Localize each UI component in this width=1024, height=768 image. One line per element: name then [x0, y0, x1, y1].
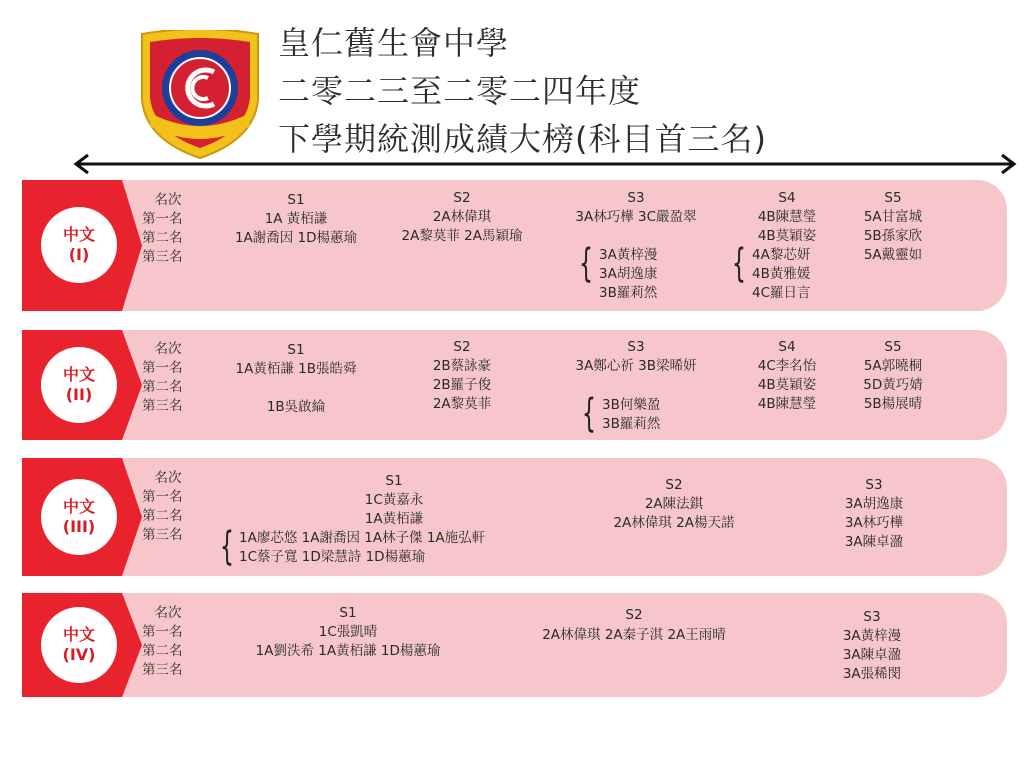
s2-label: S2	[453, 339, 471, 355]
s3-first: 3A黃梓漫	[842, 628, 902, 644]
s5-second: 5B孫家欣	[863, 228, 923, 244]
s5-second: 5D黃巧婧	[863, 377, 923, 393]
subject-badge: 中文 (IV)	[41, 607, 117, 683]
s2-first: 2A林偉琪	[432, 209, 492, 225]
s5-first: 5A郭曉桐	[863, 358, 923, 374]
s1-third: 1B吳啟綸	[266, 399, 326, 415]
s1-second: 1A謝喬因 1D楊蕙瑜	[234, 230, 358, 246]
subject-band-chinese-3	[22, 458, 1007, 576]
rank-heading: 名次	[154, 605, 182, 621]
brace-icon: {	[579, 242, 593, 288]
brace-icon: {	[582, 392, 596, 438]
subject-band-chinese-2	[22, 330, 1007, 440]
s1-first: 1A 黃栢謙	[264, 211, 328, 227]
s5-label: S5	[884, 190, 902, 206]
s4-second: 4B莫穎姿	[757, 377, 817, 393]
rank-third: 第三名	[142, 249, 183, 265]
school-name: 皇仁舊生會中學	[278, 24, 510, 62]
s1-first: 1C張凱晴	[318, 624, 378, 640]
s3-label: S3	[865, 477, 883, 493]
s3-first: 3A林巧樺 3C嚴盈翠	[575, 209, 697, 225]
s2-second: 2A黎莫菲 2A馬穎瑜	[401, 228, 523, 244]
academic-year: 二零二三至二零二四年度	[278, 72, 642, 110]
s4-label: S4	[778, 339, 796, 355]
rank-second: 第二名	[142, 508, 183, 524]
s4-first: 4C李名怡	[757, 358, 817, 374]
s3-third-2: 3B羅莉然	[602, 416, 661, 432]
s4-first: 4B陳慧瑩	[757, 209, 817, 225]
rank-third: 第三名	[142, 527, 183, 543]
s1-second: 1A黃栢謙	[364, 511, 424, 527]
rank-third: 第三名	[142, 662, 183, 678]
rank-heading: 名次	[154, 470, 182, 486]
s3-third-2: 3A胡逸康	[599, 266, 658, 282]
s3-third: 3A陳卓溋	[844, 534, 904, 550]
school-crest-logo	[138, 30, 262, 160]
s2-label: S2	[665, 477, 683, 493]
brace-icon: {	[732, 242, 746, 288]
rank-first: 第一名	[142, 624, 183, 640]
s5-label: S5	[884, 339, 902, 355]
s3-third: 3A張稀閔	[842, 666, 902, 682]
s4-third-3: 4C羅日言	[752, 285, 811, 301]
s4-third-1: 4A黎芯妍	[752, 247, 811, 263]
brace-icon: {	[220, 525, 234, 571]
s2-first: 2A陳法錤	[644, 496, 704, 512]
s2-first: 2B蔡詠豪	[432, 358, 492, 374]
s3-third-1: 3A黃梓漫	[599, 247, 658, 263]
s5-third: 5A戴靈如	[863, 247, 923, 263]
s3-second: 3A林巧樺	[844, 515, 904, 531]
s1-first: 1C黃嘉永	[364, 492, 424, 508]
s2-label: S2	[625, 607, 643, 623]
s3-third-3: 3B羅莉然	[599, 285, 658, 301]
s2-second: 2A林偉琪 2A楊天諾	[613, 515, 735, 531]
s3-second: 3A陳卓溋	[842, 647, 902, 663]
s3-label: S3	[627, 190, 645, 206]
s2-first: 2A林偉琪 2A秦子淇 2A王雨晴	[542, 627, 726, 643]
rank-second: 第二名	[142, 379, 183, 395]
s1-third-2: 1C蔡子寬 1D梁慧詩 1D楊蕙瑜	[239, 549, 426, 565]
s4-third: 4B陳慧瑩	[757, 396, 817, 412]
s3-third-1: 3B何樂盈	[602, 397, 661, 413]
rank-second: 第二名	[142, 643, 183, 659]
subject-badge: 中文 (III)	[41, 479, 117, 555]
subject-band-chinese-4	[22, 593, 1007, 697]
s3-first: 3A胡逸康	[844, 496, 904, 512]
subject-badge: 中文 (I)	[41, 207, 117, 283]
s4-second: 4B莫穎姿	[757, 228, 817, 244]
s1-label: S1	[287, 192, 305, 208]
s5-third: 5B楊展晴	[863, 396, 923, 412]
s3-label: S3	[627, 339, 645, 355]
s3-first: 3A鄭心祈 3B梁晞妍	[575, 358, 697, 374]
s1-third-1: 1A廖芯悠 1A謝喬因 1A林子傑 1A施弘軒	[239, 530, 486, 546]
s1-label: S1	[287, 342, 305, 358]
s2-third: 2A黎莫菲	[432, 396, 492, 412]
subject-badge: 中文 (II)	[41, 347, 117, 423]
s4-label: S4	[778, 190, 796, 206]
page-title: 下學期統測成績大榜(科目首三名)	[278, 120, 767, 158]
s1-label: S1	[339, 605, 357, 621]
s1-second: 1A劉泆希 1A黃栢謙 1D楊蕙瑜	[255, 643, 441, 659]
s1-first: 1A黃栢謙 1B張皓舜	[235, 361, 357, 377]
s2-second: 2B羅子俊	[432, 377, 492, 393]
rank-second: 第二名	[142, 230, 183, 246]
rank-third: 第三名	[142, 398, 183, 414]
rank-heading: 名次	[154, 192, 182, 208]
subject-band-chinese-1	[22, 180, 1007, 311]
s4-third-2: 4B黃雅媛	[752, 266, 811, 282]
rank-heading: 名次	[154, 341, 182, 357]
double-arrow-divider	[70, 152, 1020, 176]
rank-first: 第一名	[142, 211, 183, 227]
s5-first: 5A甘富城	[863, 209, 923, 225]
s3-label: S3	[863, 609, 881, 625]
rank-first: 第一名	[142, 489, 183, 505]
rank-first: 第一名	[142, 360, 183, 376]
s2-label: S2	[453, 190, 471, 206]
s1-label: S1	[385, 473, 403, 489]
